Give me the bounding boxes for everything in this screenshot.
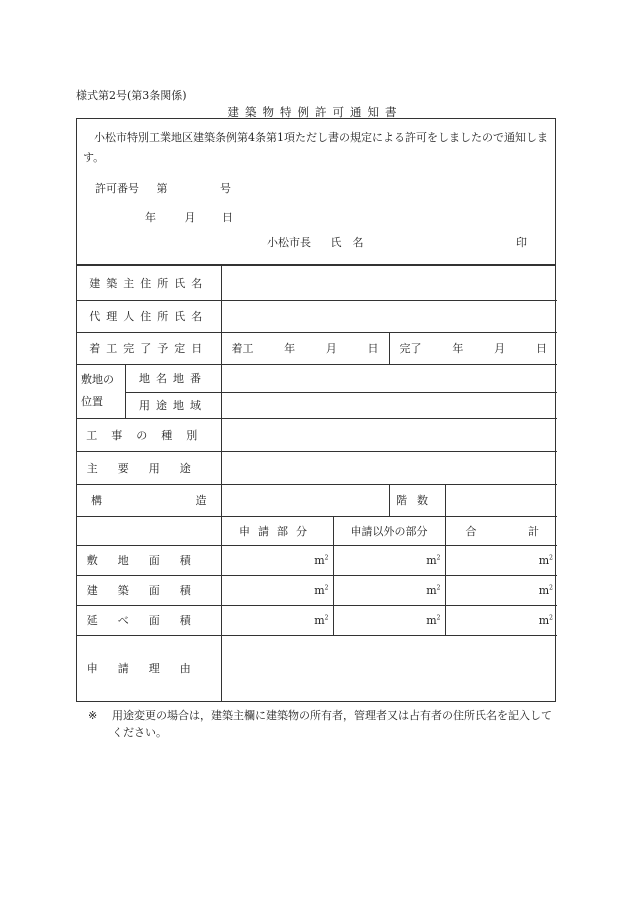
site-area-total[interactable]: $m^2$ [445,545,557,575]
zoning-row [77,392,557,418]
main-use-field[interactable] [221,451,557,484]
site-area-other[interactable]: $m^2$ [333,545,445,575]
owner-label: 建築主住所氏名 [77,266,221,300]
work-type-label: 工事の種別 [77,418,221,451]
col-application: 申請部分 [221,516,333,545]
col-total-2: 計 [528,524,539,538]
finish-year: 年 [452,342,464,355]
main-use-label: 主要用途 [77,451,221,484]
application-table [77,266,557,701]
floors-field[interactable] [445,484,557,516]
footnote-text: 用途変更の場合は，建築主欄に建築物の所有者，管理者又は占有者の住所氏名を記入してください。 [112,709,552,739]
reason-field[interactable] [221,635,557,701]
building-area-total[interactable]: $m^2$ [445,575,557,605]
structure-field[interactable] [221,484,389,516]
month-label: 月 [184,211,196,224]
site-location-label [77,364,125,418]
finish-label: 完了 [399,342,422,355]
col-total [445,516,557,545]
finish-month: 月 [494,342,506,355]
start-date-field[interactable] [221,332,389,364]
year-label: 年 [145,211,156,224]
permit-number-suffix: 号 [220,182,231,195]
form-number: 様式第2号(第3条関係) [76,89,187,102]
zoning-field[interactable] [221,392,557,418]
permit-number-label: 許可番号 [95,182,139,195]
permit-number-prefix: 第 [156,182,168,195]
main-use-row [77,451,557,484]
agent-label: 代理人住所氏名 [77,300,221,332]
building-area-row [77,575,557,605]
start-day: 日 [367,342,379,355]
mayor-signature [267,234,364,250]
notice-section [77,119,555,266]
permit-number-line [95,180,231,196]
address-lot-row [77,364,557,392]
floor-area-total[interactable]: $m^2$ [445,605,557,635]
finish-day: 日 [535,342,547,355]
notice-date [145,209,233,225]
building-area-other[interactable]: $m^2$ [333,575,445,605]
finish-date-field[interactable] [389,332,557,364]
agent-field[interactable] [221,300,557,332]
col-other: 申請以外の部分 [333,516,445,545]
col-total-1: 合 [465,524,477,538]
site-area-row [77,545,557,575]
work-type-field[interactable] [221,418,557,451]
seal-mark: 印 [516,236,527,249]
area-header-blank [77,516,221,545]
start-month: 月 [325,342,337,355]
floor-area-application[interactable]: $m^2$ [221,605,333,635]
start-label: 着工 [231,342,254,355]
schedule-row [77,332,557,364]
agent-row [77,300,557,332]
schedule-label: 着工完了予定日 [77,332,221,364]
start-year: 年 [284,342,296,355]
area-header-row [77,516,557,545]
site-location-label-2: 位置 [81,395,103,408]
address-lot-field[interactable] [221,364,557,392]
form-frame [76,118,556,702]
reason-row [77,635,557,701]
site-location-label-1: 敷地の [81,373,114,386]
structure-row [77,484,557,516]
floors-label: 階数 [389,484,445,516]
owner-field[interactable] [221,266,557,300]
footnote [88,707,558,741]
document-title: 建築物特例許可通知書 [227,105,403,119]
address-lot-label: 地名地番 [125,364,221,392]
structure-label [77,484,221,516]
mayor-title: 小松市長 [267,236,311,249]
building-area-label: 建築面積 [77,575,221,605]
zoning-label: 用途地域 [125,392,221,418]
day-label: 日 [222,211,233,224]
floor-area-other[interactable]: $m^2$ [333,605,445,635]
notice-body: 小松市特別工業地区建築条例第4条第1項ただし書の規定による許可をしましたので通知します。 [83,131,548,164]
site-area-application[interactable]: $m^2$ [221,545,333,575]
reason-label: 申請理由 [77,635,221,701]
building-area-application[interactable]: $m^2$ [221,575,333,605]
floor-area-label: 延べ面積 [77,605,221,635]
work-type-row [77,418,557,451]
structure-label-2: 造 [195,494,207,507]
footnote-mark: ※ [88,709,98,722]
floor-area-row [77,605,557,635]
owner-row [77,266,557,300]
name-label: 氏 名 [330,236,364,249]
site-area-label: 敷地面積 [77,545,221,575]
structure-label-1: 構 [91,494,102,507]
